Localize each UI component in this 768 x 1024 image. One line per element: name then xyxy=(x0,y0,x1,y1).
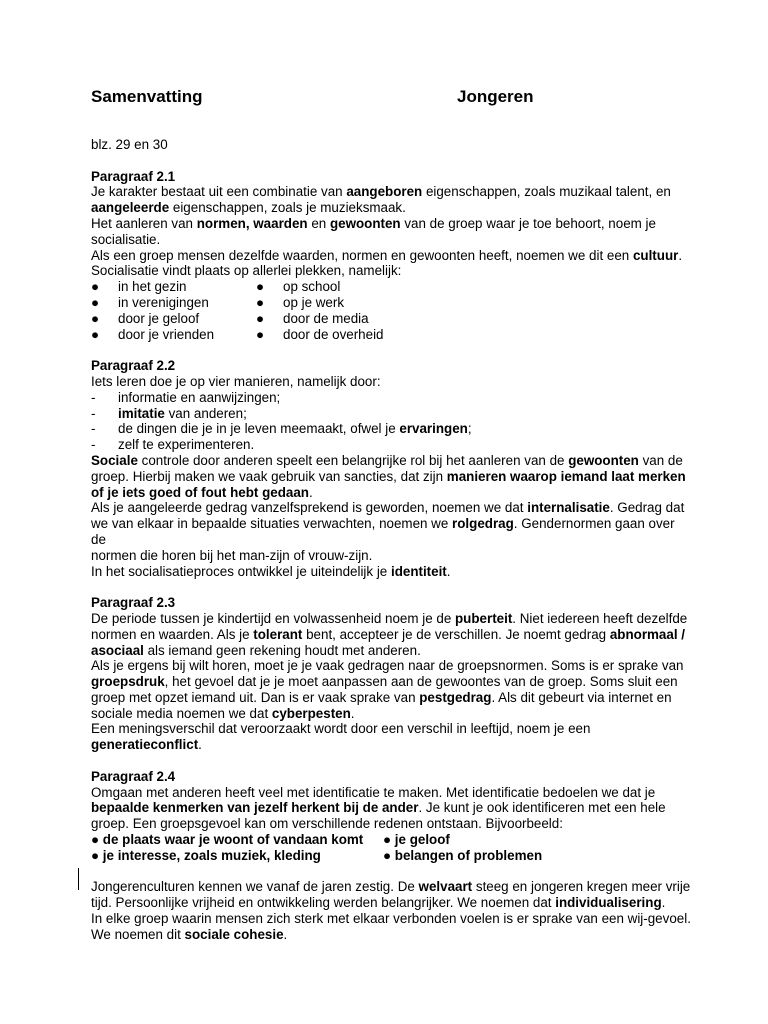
list-item: ● in verenigingen ● op je werk xyxy=(91,294,345,310)
text-line: groep. Hierbij maken we vaak gebruik van sancties, dat zijn manieren waarop iemand laat merken xyxy=(91,468,686,484)
text-line: Het aanleren van normen, waarden en gewoonten van de groep waar je toe behoort, noem je xyxy=(91,215,656,231)
text-line: In het socialisatieproces ontwikkel je uiteindelijk je identiteit. xyxy=(91,563,451,579)
text-line: tijd. Persoonlijke vrijheid en ontwikkeling werden belangrijker. We noemen dat individualisering. xyxy=(91,895,666,911)
text-line: Socialisatie vindt plaats op allerlei plekken, namelijk: xyxy=(91,263,402,279)
section-2-4 xyxy=(91,769,691,943)
list-item: ● je interesse, zoals muziek, kleding ● belangen of problemen xyxy=(91,847,543,863)
text-line: Sociale controle door anderen speelt een belangrijke rol bij het aanleren van de gewoonten van de xyxy=(91,452,683,468)
text-line: Als je ergens bij wilt horen, moet je je vaak gedragen naar de groepsnormen. Soms is er sprake van xyxy=(91,658,684,674)
list-item: - zelf te experimenteren. xyxy=(91,437,255,453)
text-line: Omgaan met anderen heeft veel met identificatie te maken. Met identificatie bedoelen we dat je xyxy=(91,784,656,800)
list-item: ● door je geloof ● door de media xyxy=(91,310,369,326)
text-line: Iets leren doe je op vier manieren, namelijk door: xyxy=(91,373,381,389)
text-line: Als je aangeleerde gedrag vanzelfsprekend is geworden, noemen we dat internalisatie. Gedrag dat xyxy=(91,500,685,516)
section-2-2 xyxy=(91,358,691,579)
bullet-list xyxy=(91,279,691,342)
section-2-1 xyxy=(91,169,691,343)
text-line: we van elkaar in bepaalde situaties verwachten, noemen we rolgedrag. Gendernormen gaan over de xyxy=(91,516,675,547)
text-line: normen die horen bij het man-zijn of vrouw-zijn. xyxy=(91,547,373,563)
heading-2-3: Paragraaf 2.3 xyxy=(91,595,176,611)
list-item: ● door je vrienden ● door de overheid xyxy=(91,326,384,342)
text-line: normen en waarden. Als je tolerant bent, accepteer je de verschillen. Je noemt gedrag abnormaal / xyxy=(91,626,685,642)
text-line: groepsdruk, het gevoel dat je je moet aanpassen aan de gewoontes van de groep. Soms sluit een xyxy=(91,674,678,690)
text-line: De periode tussen je kindertijd en volwassenheid noem je de puberteit. Niet iedereen heeft dezelfde xyxy=(91,610,688,626)
text-line: aangeleerde eigenschappen, zoals je muzieksmaak. xyxy=(91,200,406,216)
text-line: groep. Een groepsgevoel kan om verschillende redenen ontstaan. Bijvoorbeeld: xyxy=(91,816,563,832)
text-line: socialisatie. xyxy=(91,231,161,247)
document-body xyxy=(91,86,691,943)
page-reference: blz. 29 en 30 xyxy=(91,137,168,152)
text-line: In elke groep waarin mensen zich sterk met elkaar verbonden voelen is er sprake van een wij-gevoel. xyxy=(91,911,691,927)
list-item: ● de plaats waar je woont of vandaan komt ● je geloof xyxy=(91,832,450,848)
list-item: - de dingen die je in je leven meemaakt, ofwel je ervaringen; xyxy=(91,421,472,437)
text-line: groep met opzet iemand uit. Dan is er vaak sprake van pestgedrag. Als dit gebeurt via internet en xyxy=(91,689,672,705)
heading-2-4: Paragraaf 2.4 xyxy=(91,768,176,784)
heading-2-1: Paragraaf 2.1 xyxy=(91,168,176,184)
text-line: Een meningsverschil dat veroorzaakt wordt door een verschil in leeftijd, noem je een xyxy=(91,721,591,737)
list-item: ● in het gezin ● op school xyxy=(91,279,341,295)
text-cursor xyxy=(78,868,79,890)
paragraph-youth-cultures xyxy=(91,879,691,942)
text-line: bepaalde kenmerken van jezelf herkent bij de ander. Je kunt je ook identificeren met een hele xyxy=(91,800,666,816)
text-line: We noemen dit sociale cohesie. xyxy=(91,926,288,942)
section-2-3 xyxy=(91,595,691,753)
text-line: sociale media noemen we dat cyberpesten. xyxy=(91,705,355,721)
text-line: Jongerenculturen kennen we vanaf de jaren zestig. De welvaart steeg en jongeren kregen meer vrije xyxy=(91,879,691,895)
text-line: generatieconflict. xyxy=(91,737,202,753)
text-line: Als een groep mensen dezelfde waarden, normen en gewoonten heeft, noemen we dit een cultuur. xyxy=(91,247,683,263)
title-samenvatting: Samenvatting xyxy=(91,87,203,106)
text-line: asociaal als iemand geen rekening houdt met anderen. xyxy=(91,642,421,658)
heading-2-2: Paragraaf 2.2 xyxy=(91,358,176,374)
text-line: Je karakter bestaat uit een combinatie van aangeboren eigenschappen, zoals muzikaal talent, en xyxy=(91,184,671,200)
title-jongeren: Jongeren xyxy=(457,87,534,106)
text-line: of je iets goed of fout hebt gedaan. xyxy=(91,484,313,500)
list-item: - informatie en aanwijzingen; xyxy=(91,389,281,405)
title-row xyxy=(91,86,691,108)
list-item: - imitatie van anderen; xyxy=(91,405,247,421)
